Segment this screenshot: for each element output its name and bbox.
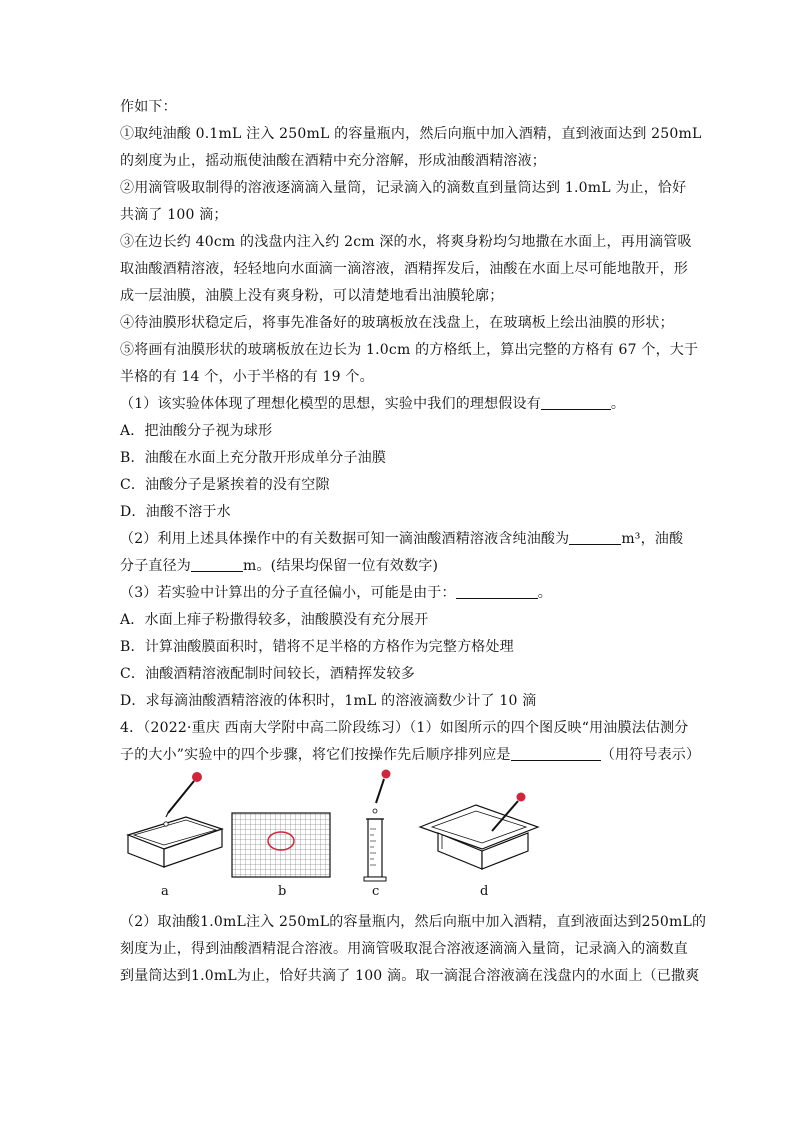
problem-4-title: 4．（2022·重庆 西南大学附中高二阶段练习）（1）如图所示的四个图反映“用油膜法估测分 bbox=[120, 720, 689, 736]
text-line: 成一层油膜，油膜上没有爽身粉，可以清楚地看出油膜轮廓； bbox=[120, 288, 504, 304]
option-d: D．油酸不溶于水 bbox=[120, 504, 231, 520]
figure-b-grid-paper bbox=[232, 813, 330, 877]
figure-label-d: d bbox=[480, 884, 489, 899]
experiment-figures bbox=[120, 769, 685, 909]
question-2 bbox=[120, 526, 685, 553]
question-2-text: 分子直径为 bbox=[120, 558, 191, 574]
answer-blank[interactable] bbox=[541, 394, 611, 410]
figure-label-a: a bbox=[161, 884, 169, 899]
question-1 bbox=[120, 391, 685, 418]
figure-label-c: c bbox=[372, 884, 380, 899]
question-2-text: （2）利用上述具体操作中的有关数据可知一滴油酸酒精溶液含纯油酸为 bbox=[120, 531, 570, 547]
problem-4-text: 子的大小”实验中的四个步骤，将它们按操作先后顺序排列应是 bbox=[120, 747, 511, 763]
question-2-cont bbox=[120, 553, 685, 580]
text-line: ②用滴管吸取制得的溶液逐滴滴入量筒，记录滴入的滴数直到量筒达到 1.0mL 为止，恰好 bbox=[120, 180, 687, 196]
option-b: B．油酸在水面上充分散开形成单分子油膜 bbox=[120, 450, 387, 466]
text-line: ⑤将画有油膜形状的玻璃板放在边长为 1.0cm 的方格纸上，算出完整的方格有 67 个，大于 bbox=[120, 342, 699, 358]
text-line: 共滴了 100 滴； bbox=[120, 207, 228, 223]
option-d: D．求每滴油酸酒精溶液的体积时，1mL 的溶液滴数少计了 10 滴 bbox=[120, 693, 537, 709]
figure-label-b: b bbox=[278, 884, 287, 899]
question-1-end: 。 bbox=[610, 396, 626, 412]
text-line: 到量筒达到1.0mL为止，恰好共滴了 100 滴。取一滴混合溶液滴在浅盘内的水面上（已撒爽 bbox=[120, 968, 700, 984]
answer-blank[interactable] bbox=[569, 529, 621, 545]
problem-4-line2 bbox=[120, 742, 701, 769]
text-line: 半格的有 14 个，小于半格的有 19 个。 bbox=[120, 369, 374, 385]
question-3 bbox=[120, 580, 685, 607]
answer-blank[interactable] bbox=[191, 556, 243, 572]
answer-blank[interactable] bbox=[511, 745, 601, 761]
answer-blank[interactable] bbox=[456, 583, 538, 599]
figure-c-dropper-icon bbox=[373, 770, 391, 814]
text-line: 刻度为止，得到油酸酒精混合溶液。用滴管吸取混合溶液逐滴滴入量筒，记录滴入的滴数直 bbox=[120, 941, 688, 957]
question-3-end: 。 bbox=[537, 585, 552, 601]
figure-d-tray bbox=[420, 805, 538, 869]
page-content bbox=[120, 94, 707, 990]
text-line: 作如下： bbox=[120, 99, 177, 115]
text-line: 取油酸酒精溶液，轻轻地向水面滴一滴溶液，酒精挥发后，油酸在水面上尽可能地散开，形 bbox=[120, 261, 688, 277]
problem-4-hint: （用符号表示） bbox=[600, 747, 701, 763]
text-line: ①取纯油酸 0.1mL 注入 250mL 的容量瓶内，然后向瓶中加入酒精，直到液面达到 250mL bbox=[120, 126, 702, 142]
option-c: C．油酸分子是紧挨着的没有空隙 bbox=[120, 477, 330, 493]
text-line: ④待油膜形状稳定后，将事先准备好的玻璃板放在浅盘上，在玻璃板上绘出油膜的形状； bbox=[120, 315, 674, 331]
figure-a-tray bbox=[128, 817, 222, 867]
option-b: B．计算油酸膜面积时，错将不足半格的方格作为完整方格处理 bbox=[120, 639, 514, 655]
option-a: A．把油酸分子视为球形 bbox=[120, 423, 273, 439]
option-a: A．水面上痱子粉撒得较多，油酸膜没有充分展开 bbox=[120, 612, 429, 628]
option-c: C．油酸酒精溶液配制时间较长，酒精挥发较多 bbox=[120, 666, 415, 682]
text-line: ③在边长约 40cm 的浅盘内注入约 2cm 深的水，将爽身粉均匀地撒在水面上，再用滴管吸 bbox=[120, 234, 692, 250]
text-line: 的刻度为止，摇动瓶使油酸在酒精中充分溶解，形成油酸酒精溶液； bbox=[120, 153, 546, 169]
question-3-text: （3）若实验中计算出的分子直径偏小，可能是由于： bbox=[120, 585, 456, 601]
question-2-unit: m。(结果均保留一位有效数字) bbox=[243, 558, 439, 574]
figure-c-cylinder bbox=[364, 819, 386, 881]
question-2-unit: m³，油酸 bbox=[621, 531, 684, 547]
question-1-text: （1）该实验体体现了理想化模型的思想，实验中我们的理想假设有 bbox=[120, 396, 541, 412]
figures-svg bbox=[120, 769, 685, 909]
text-line: （2）取油酸1.0mL注入 250mL的容量瓶内，然后向瓶中加入酒精，直到液面达到250mL的 bbox=[120, 914, 707, 930]
